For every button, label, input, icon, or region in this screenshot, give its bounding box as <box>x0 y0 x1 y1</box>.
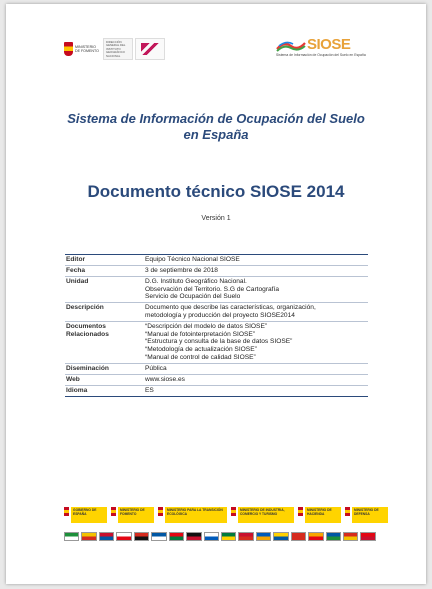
coat-of-arms-icon <box>111 507 116 516</box>
regional-flag-icon <box>81 532 96 541</box>
regional-flag-icon <box>64 532 79 541</box>
metadata-value-line: Servicio de Ocupación del Suelo <box>145 293 241 301</box>
coat-of-arms-icon <box>345 507 350 516</box>
metadata-value <box>145 304 368 319</box>
ministry-badge <box>345 507 388 527</box>
metadata-row <box>65 255 368 266</box>
ministries-row <box>64 507 379 529</box>
metadata-row <box>65 303 368 322</box>
version-label: Versión 1 <box>201 215 231 222</box>
metadata-value-line: ES <box>145 386 154 394</box>
siose-waves-icon <box>276 40 306 52</box>
system-title <box>46 111 386 143</box>
document-page <box>6 4 426 584</box>
metadata-row <box>65 386 368 396</box>
metadata-key: Descripción <box>66 304 104 312</box>
metadata-row <box>65 375 368 386</box>
ministry-name: MINISTERIO DE FOMENTO <box>118 507 154 523</box>
siose-subtitle: Sistema de Información de Ocupación del Suelo en España <box>276 53 366 57</box>
siose-wordmark: SIOSE <box>307 36 351 53</box>
regional-flag-icon <box>169 532 184 541</box>
system-title-line-2: en España <box>183 127 249 142</box>
footer-logos <box>64 507 379 541</box>
spain-coat-of-arms-icon <box>64 42 73 56</box>
metadata-key: Diseminación <box>66 364 109 372</box>
metadata-value-line: metodología y producción del proyecto SIOSE2014 <box>145 312 295 320</box>
metadata-key: Idioma <box>66 386 88 394</box>
metadata-row <box>65 266 368 277</box>
regional-flag-icon <box>326 532 341 541</box>
metadata-value-line: www.siose.es <box>145 375 185 383</box>
ministry-name: MINISTERIO DE HACIENDA <box>305 507 341 523</box>
ministry-name: GOBIERNO DE ESPAÑA <box>71 507 107 523</box>
ministry-label: MINISTERIO DE FOMENTO <box>75 45 99 53</box>
metadata-value-line: Documento que describe las características, organización, <box>145 304 316 312</box>
ministry-badge <box>158 507 227 527</box>
metadata-key: Documentos Relacionados <box>66 323 109 338</box>
metadata-value-line: Observación del Territorio. S.G de Cartografía <box>145 285 280 293</box>
metadata-value <box>145 387 368 395</box>
ministry-name: MINISTERIO DE INDUSTRIA, COMERCIO Y TURISMO <box>238 507 294 523</box>
metadata-value <box>145 376 368 384</box>
regional-flag-icon <box>151 532 166 541</box>
ministry-logo <box>64 36 184 62</box>
system-title-line-1: Sistema de Información de Ocupación del Suelo <box>67 111 365 126</box>
regional-flag-icon <box>99 532 114 541</box>
metadata-value <box>145 278 368 301</box>
regional-flag-icon <box>204 532 219 541</box>
metadata-row <box>65 364 368 375</box>
metadata-key: Editor <box>66 256 86 263</box>
metadata-value-line: “Manual de control de calidad SIOSE” <box>145 353 256 361</box>
regional-flag-icon <box>273 532 288 541</box>
metadata-key: Unidad <box>66 278 89 286</box>
metadata-value-line: “Descripción del modelo de datos SIOSE” <box>145 323 268 331</box>
regional-flag-icon <box>343 532 358 541</box>
regional-flag-icon <box>308 532 323 541</box>
metadata-row <box>65 322 368 363</box>
ministry-badge <box>298 507 341 527</box>
coat-of-arms-icon <box>298 507 303 516</box>
ministry-badge <box>231 507 294 527</box>
metadata-key: Web <box>66 375 80 383</box>
metadata-value-line: “Metodología de actualización SIOSE” <box>145 345 257 353</box>
metadata-value-line: D.G. Instituto Geográfico Nacional. <box>145 278 247 286</box>
ministry-badge <box>111 507 154 527</box>
regional-flag-icon <box>291 532 306 541</box>
ign-direction-label: DIRECCIÓN GENERAL DEL INSTITUTO GEOGRÁFICO NACIONAL <box>103 38 133 60</box>
ministry-name: MINISTERIO PARA LA TRANSICIÓN ECOLÓGICA <box>165 507 227 523</box>
metadata-value <box>145 323 368 361</box>
metadata-value-line: “Manual de fotointerpretación SIOSE” <box>145 330 255 338</box>
regional-flag-icon <box>186 532 201 541</box>
metadata-value-line: “Estructura y consulta de la base de datos SIOSE” <box>145 338 293 346</box>
metadata-key: Fecha <box>66 267 86 275</box>
ministry-name: MINISTERIO DE DEFENSA <box>352 507 388 523</box>
metadata-value <box>145 365 368 373</box>
metadata-value-line: 3 de septiembre de 2018 <box>145 267 218 275</box>
regional-flag-icon <box>360 532 375 541</box>
metadata-value-line: Equipo Técnico Nacional SIOSE <box>145 256 240 263</box>
ign-logo <box>135 38 165 60</box>
metadata-value-line: Pública <box>145 364 167 372</box>
ministry-badge <box>64 507 107 527</box>
ign-mark-icon <box>141 43 159 55</box>
regional-flag-icon <box>221 532 236 541</box>
coat-of-arms-icon <box>64 507 69 516</box>
siose-logo <box>276 36 376 62</box>
regional-flag-icon <box>256 532 271 541</box>
metadata-table <box>65 254 368 397</box>
metadata-row <box>65 277 368 303</box>
metadata-value <box>145 256 368 264</box>
regional-flags-row <box>64 532 376 541</box>
regional-flag-icon <box>116 532 131 541</box>
document-title: Documento técnico SIOSE 2014 <box>87 182 345 201</box>
regional-flag-icon <box>134 532 149 541</box>
metadata-value <box>145 267 368 275</box>
coat-of-arms-icon <box>158 507 163 516</box>
regional-flag-icon <box>238 532 253 541</box>
coat-of-arms-icon <box>231 507 236 516</box>
